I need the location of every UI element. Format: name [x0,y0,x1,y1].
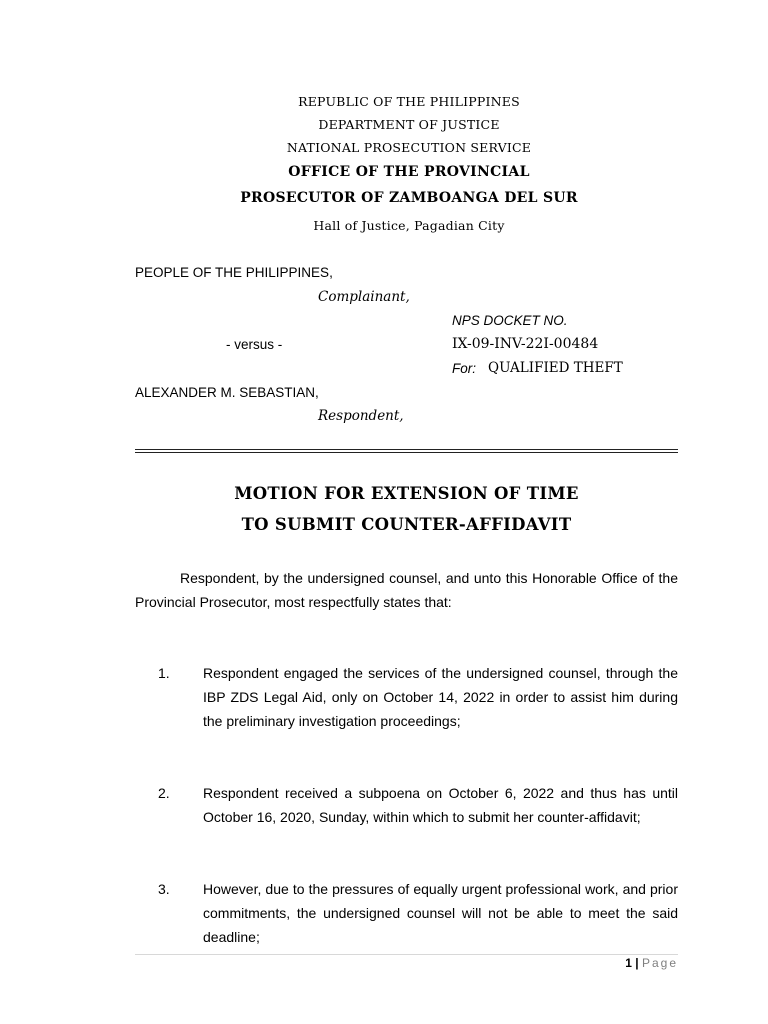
item-number-1: 1. [158,665,170,681]
complainant-name: PEOPLE OF THE PHILIPPINES, [135,265,333,280]
for-label: For: [452,361,477,376]
header-address: Hall of Justice, Pagadian City [313,218,505,233]
docket-number: IX-09-INV-22I-00484 [452,336,599,352]
header-department: DEPARTMENT OF JUSTICE [318,117,500,132]
respondent-role: Respondent, [318,408,404,424]
item-text-1: Respondent engaged the services of the undersigned counsel, through the IBP ZDS Legal Aid, only on October 14, 2022 in order to assist him during the preliminary investigation proceedings; [203,665,678,729]
caption-divider-bottom [135,452,678,453]
motion-title-line1: MOTION FOR EXTENSION OF TIME [234,484,579,503]
complainant-role: Complainant, [318,289,410,305]
header-office-line1: OFFICE OF THE PROVINCIAL [288,164,530,180]
page-separator: | [635,956,639,970]
respondent-name: ALEXANDER M. SEBASTIAN, [135,385,319,400]
versus-label: - versus - [226,337,283,352]
header-service: NATIONAL PROSECUTION SERVICE [286,140,532,155]
caption-divider-top [135,449,678,450]
page-footer [625,956,678,970]
header-office-line2: PROSECUTOR OF ZAMBOANGA DEL SUR [240,190,578,206]
item-number-3: 3. [158,881,170,897]
offense: QUALIFIED THEFT [488,360,623,376]
item-text-3: However, due to the pressures of equally urgent professional work, and prior commitments, the undersigned counsel will not be able to meet the said deadline; [203,881,678,945]
item-text-2: Respondent received a subpoena on October 6, 2022 and thus has until October 16, 2020, Sunday, within which to submit her counter-affidavit; [203,785,678,825]
motion-title-line2: TO SUBMIT COUNTER-AFFIDAVIT [241,515,572,534]
header-republic: REPUBLIC OF THE PHILIPPINES [298,94,520,109]
page-number: 1 [625,956,632,970]
page-label: Page [641,956,678,970]
footer-divider [135,954,678,955]
intro-paragraph: Respondent, by the undersigned counsel, and unto this Honorable Office of the Provincial Prosecutor, most respectfully states that: [135,570,678,610]
item-number-2: 2. [158,785,170,801]
docket-label: NPS DOCKET NO. [452,313,568,328]
